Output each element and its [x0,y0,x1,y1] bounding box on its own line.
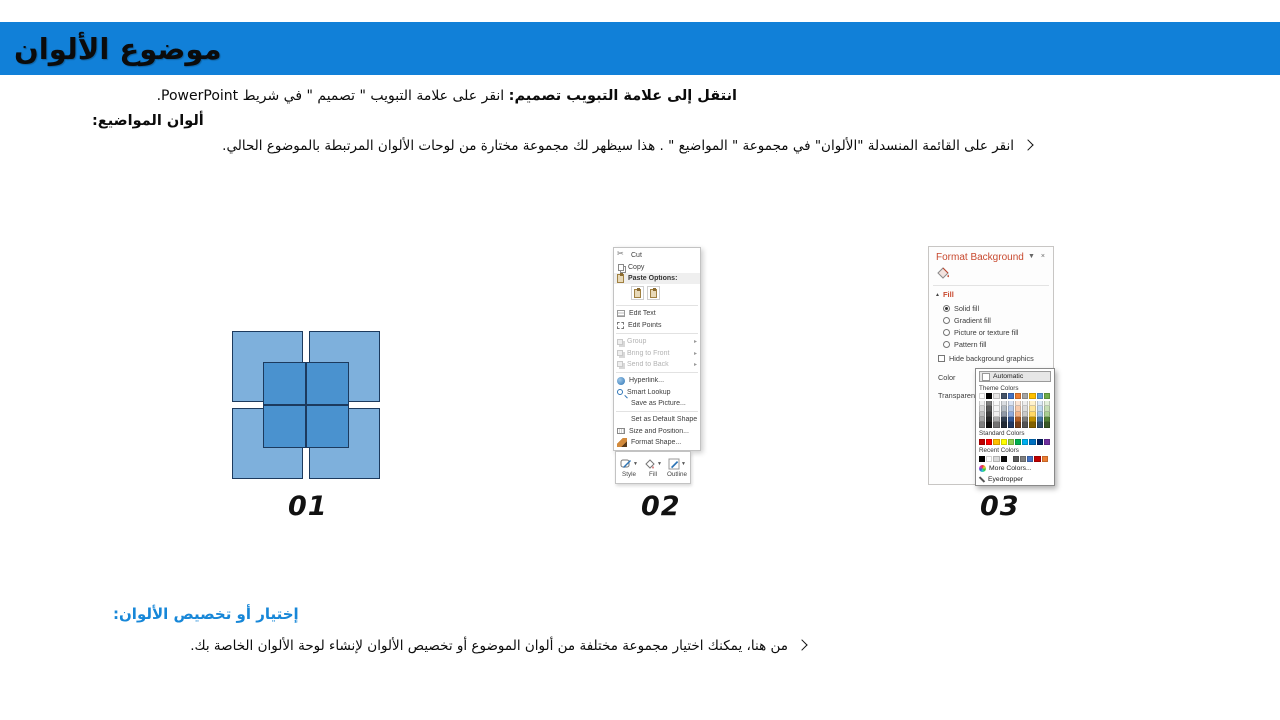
center-square [263,405,306,448]
menu-item-label: Copy [628,263,645,271]
theme-color-column [1029,393,1035,428]
color-swatch[interactable] [1029,439,1035,445]
bullet-arrow-icon [796,639,807,650]
color-swatch[interactable] [986,456,992,462]
menu-item-label: Save as Picture... [631,400,686,408]
recent-colors-label: Recent Colors [979,447,1019,455]
color-swatch[interactable] [979,456,985,462]
style-caret-icon: ▼ [633,460,638,467]
fill-option-label: Pattern fill [954,339,987,349]
outline-icon [668,458,680,470]
fill-options [929,302,1053,350]
bullet-arrow-icon [1022,139,1033,150]
color-label: Color [938,373,956,382]
color-swatch[interactable] [1008,393,1014,399]
recent-colors-row [979,456,1051,462]
theme-colors-label: Theme Colors [979,384,1019,392]
pane-menu-icon[interactable]: ▼ [1028,253,1037,260]
color-swatch[interactable] [1022,439,1028,445]
center-square [263,362,306,405]
hyperlink-icon [617,377,625,385]
color-swatch[interactable] [1034,456,1040,462]
menu-item-label: Paste Options: [628,274,678,282]
outline-caret-icon: ▼ [681,460,686,467]
format-shape-icon [617,438,627,447]
blank-icon [617,399,627,408]
theme-color-column [1015,393,1021,428]
color-swatch[interactable] [1022,393,1028,399]
step-number-2: 02 [641,491,681,522]
menu-item-label: Size and Position... [629,427,689,435]
automatic-label: Automatic [993,373,1024,380]
style-icon [620,458,632,470]
hide-background-graphics-row[interactable] [929,350,1053,365]
format-background-pane [928,246,1054,485]
submenu-arrow-icon: ▸ [693,361,697,368]
theme-color-column [979,393,985,428]
intro-line-3-text: انقر على القائمة المنسدلة "الألوان" في مجموعة " المواضيع " . هذا سيظهر لك مجموعة مختارة من لوحات الألوان المرتبطة بالموضوع الحالي. [222,138,1014,154]
theme-color-column [986,393,992,428]
theme-color-column [993,393,999,428]
fill-option-label: Solid fill [954,303,980,313]
theme-color-column [1001,393,1007,428]
outline-button[interactable] [666,457,689,478]
menu-item-hyperlink[interactable] [614,375,700,386]
color-swatch[interactable] [1001,456,1007,462]
menu-item-label: Edit Text [629,310,656,318]
intro-line-3 [222,138,1036,154]
eyedropper-icon [979,476,985,482]
center-square [306,405,349,448]
smart-lookup-icon [617,389,623,395]
menu-item-send-to-back [614,359,700,370]
intro-line-1 [157,88,737,104]
size-position-icon [617,428,625,434]
menu-separator [616,305,698,306]
color-swatch[interactable] [1008,439,1014,445]
theme-color-column [1008,393,1014,428]
center-square-group [263,362,349,448]
color-swatch[interactable] [1015,422,1021,427]
color-swatch[interactable] [1022,422,1028,427]
radio-icon[interactable] [943,317,950,324]
theme-color-column [1037,393,1043,428]
more-colors-label: More Colors... [989,464,1032,472]
fill-option-label: Picture or texture fill [954,327,1019,337]
pane-divider [933,285,1049,286]
radio-icon[interactable] [943,341,950,348]
submenu-arrow-icon: ▸ [693,350,697,357]
theme-colors-grid [979,393,1051,428]
automatic-swatch [982,373,990,381]
eyedropper-label: Eyedropper [988,475,1024,483]
cut-icon [617,251,627,260]
step-number-3: 03 [980,491,1020,522]
radio-icon[interactable] [943,329,950,336]
context-menu [613,247,701,451]
blank-icon [617,415,627,424]
fill-option-picture-or-texture-fill[interactable] [929,326,1053,338]
intro-line-1-rest: انقر على علامة التبويب " تصميم " في شريط PowerPoint. [156,88,509,104]
color-swatch[interactable] [993,439,999,445]
color-swatch[interactable] [1027,456,1033,462]
color-swatch[interactable] [1037,393,1043,399]
intro-line-2: ألوان المواضيع: [92,113,204,129]
menu-item-paste-options [614,273,700,284]
paste-picture-button[interactable] [647,286,660,300]
color-swatch[interactable] [1037,439,1043,445]
more-colors-item[interactable] [979,463,1051,473]
color-swatch[interactable] [1029,393,1035,399]
collapse-triangle-icon: ▲ [935,291,940,298]
menu-separator [616,372,698,373]
closing-text: من هنا، يمكنك اختيار مجموعة مختلفة من ألوان الموضوع أو تخصيص الألوان لإنشاء لوحة الألوان الخاصة بك. [190,638,788,654]
fill-section-label: Fill [942,290,954,299]
menu-item-group [614,336,700,347]
color-swatch[interactable] [1042,456,1048,462]
menu-separator [616,333,698,334]
center-square [306,362,349,405]
fill-button[interactable] [642,457,665,478]
menu-item-edit-points[interactable] [614,320,700,331]
radio-icon[interactable] [943,305,950,312]
color-swatch[interactable] [993,456,999,462]
menu-item-label: Set as Default Shape [631,416,697,424]
color-swatch[interactable] [979,439,985,445]
color-swatch[interactable] [993,422,999,427]
clipboard-icon [634,289,641,298]
color-swatch[interactable] [1008,422,1014,427]
transparency-label: Transparen [938,391,976,400]
edit-points-icon [617,322,624,329]
header-bar [0,22,1280,75]
context-menu-body [614,250,700,448]
pane-title: Format Background [936,252,1024,263]
fill-option-solid-fill[interactable] [929,302,1053,314]
menu-item-label: Send to Back [627,360,669,368]
pane-close-icon[interactable]: × [1040,253,1047,260]
menu-item-copy[interactable] [614,261,700,272]
step-number-1: 01 [288,491,328,522]
menu-item-edit-text[interactable] [614,308,700,319]
automatic-color-item[interactable] [979,371,1051,382]
intro-line-1-bold: انتقل إلى علامة التبويب تصميم: [508,88,737,104]
slide-title: موضوع الألوان [14,31,222,66]
send-back-icon [617,361,623,367]
color-swatch[interactable] [986,422,992,427]
color-swatch[interactable] [1020,456,1026,462]
menu-separator [616,411,698,412]
menu-item-set-as-default-shape[interactable] [614,414,700,425]
menu-item-cut[interactable] [614,250,700,261]
color-swatch[interactable] [986,439,992,445]
menu-item-label: Cut [631,252,642,260]
menu-item-smart-lookup[interactable] [614,387,700,398]
color-swatch[interactable] [1044,393,1050,399]
menu-item-label: Group [627,338,647,346]
eyedropper-item[interactable] [979,474,1051,484]
color-swatch[interactable] [986,393,992,399]
fill-icon [644,458,656,470]
menu-item-label: Edit Points [628,321,662,329]
figure-squares [232,331,380,479]
color-swatch[interactable] [1044,439,1050,445]
color-swatch[interactable] [1013,456,1019,462]
hide-background-graphics-checkbox[interactable] [938,355,945,362]
color-swatch[interactable] [1001,439,1007,445]
paint-bucket-icon [936,266,1053,279]
fill-section-header[interactable] [929,290,1053,302]
menu-item-label: Bring to Front [627,349,670,357]
hide-background-graphics-label: Hide background graphics [949,354,1034,363]
paste-options-buttons [614,284,700,303]
submenu-arrow-icon: ▸ [693,339,697,346]
fill-button-label: Fill [648,471,658,478]
menu-item-label: Format Shape... [631,439,682,447]
fill-option-pattern-fill[interactable] [929,338,1053,350]
paste-icon [617,274,624,283]
menu-item-label: Hyperlink... [629,377,665,385]
color-wheel-icon [979,465,986,472]
menu-item-bring-to-front [614,347,700,358]
recent-colors-gap [1008,456,1012,462]
color-swatch[interactable] [1044,422,1050,427]
color-swatch[interactable] [979,393,985,399]
fill-option-gradient-fill[interactable] [929,314,1053,326]
color-swatch[interactable] [1001,393,1007,399]
color-swatch[interactable] [1015,439,1021,445]
theme-color-column [1022,393,1028,428]
color-swatch[interactable] [993,393,999,399]
standard-colors-row [979,439,1051,445]
outline-button-label: Outline [667,471,687,478]
bring-front-icon [617,350,623,356]
clipboard-icon [650,289,657,298]
theme-color-column [1044,393,1050,428]
color-swatch[interactable] [1001,422,1007,427]
style-button-label: Style [622,471,636,478]
group-icon [617,339,623,345]
menu-item-size-and-position[interactable] [614,426,700,437]
closing-heading: إختيار أو تخصيص الألوان: [113,605,299,623]
color-swatch[interactable] [1029,422,1035,427]
color-swatch[interactable] [979,422,985,427]
copy-icon [618,264,624,271]
closing-line [190,638,810,654]
fill-option-label: Gradient fill [954,315,991,325]
style-button[interactable] [618,457,641,478]
paste-keep-formatting-button[interactable] [631,286,644,300]
menu-item-label: Smart Lookup [627,388,671,396]
color-dropdown [975,368,1055,486]
menu-item-save-as-picture[interactable] [614,398,700,409]
mini-toolbar [615,451,691,484]
color-swatch[interactable] [1015,393,1021,399]
edit-text-icon [617,310,625,317]
fill-caret-icon: ▼ [657,460,662,467]
standard-colors-label: Standard Colors [979,430,1025,438]
color-swatch[interactable] [1037,422,1043,427]
menu-item-format-shape[interactable] [614,437,700,448]
